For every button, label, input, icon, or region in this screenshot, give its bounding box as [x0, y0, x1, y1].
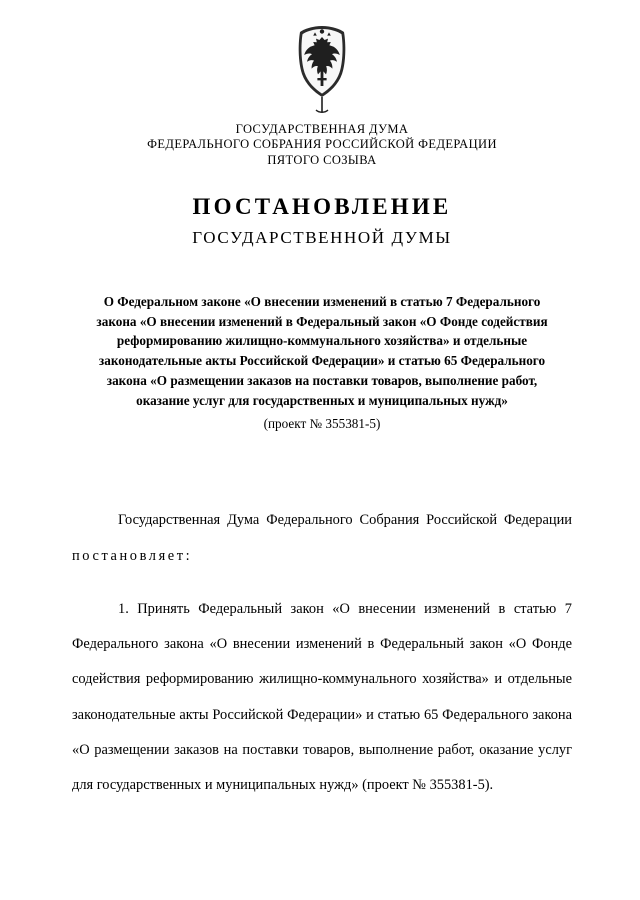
- subject-text: О Федеральном законе «О внесении изменений в статью 7 Федерального закона «О внесении изменений в Федеральный закон «О Фонде содействия реформированию жилищно-коммунального хозяйства» и отдельные законодательные акты Российской Федерации» и статью 65 Федерального закона «О размещении заказов на поставки товаров, выполнение работ, оказание услуг для государственных и муниципальных нужд»: [96, 293, 548, 408]
- issuing-authority: [72, 122, 572, 168]
- intro-text: Государственная Дума Федерального Собрания Российской Федерации: [118, 512, 572, 529]
- body-paragraph-1: 1. Принять Федеральный закон «О внесении изменений в статью 7 Федерального закона «О внесении изменений в Федеральный закон «О Фонде содействия реформированию жилищно-коммунального хозяйства» и отдельные законодательные акты Российской Федерации» и статью 65 Федерального закона «О размещении заказов на поставки товаров, выполнение работ, оказание услуг для государственных и муниципальных нужд» (проект № 355381-5).: [72, 600, 572, 794]
- document-subject: [72, 292, 572, 434]
- document-title: ПОСТАНОВЛЕНИЕ: [192, 193, 452, 219]
- intro-verb: постановляет:: [72, 547, 193, 564]
- authority-line-3: ПЯТОГО СОЗЫВА: [267, 152, 377, 167]
- authority-line-2: ФЕДЕРАЛЬНОГО СОБРАНИЯ РОССИЙСКОЙ ФЕДЕРАЦИИ: [147, 137, 497, 152]
- emblem-container: [72, 0, 572, 116]
- body-paragraph-intro: [72, 503, 572, 574]
- document-body: [72, 503, 572, 803]
- authority-line-1: ГОСУДАРСТВЕННАЯ ДУМА: [235, 122, 409, 136]
- document-subtitle: ГОСУДАРСТВЕННОЙ ДУМЫ: [192, 227, 452, 247]
- russian-coat-of-arms-icon: [289, 22, 355, 116]
- project-number: (проект № 355381-5): [263, 415, 381, 431]
